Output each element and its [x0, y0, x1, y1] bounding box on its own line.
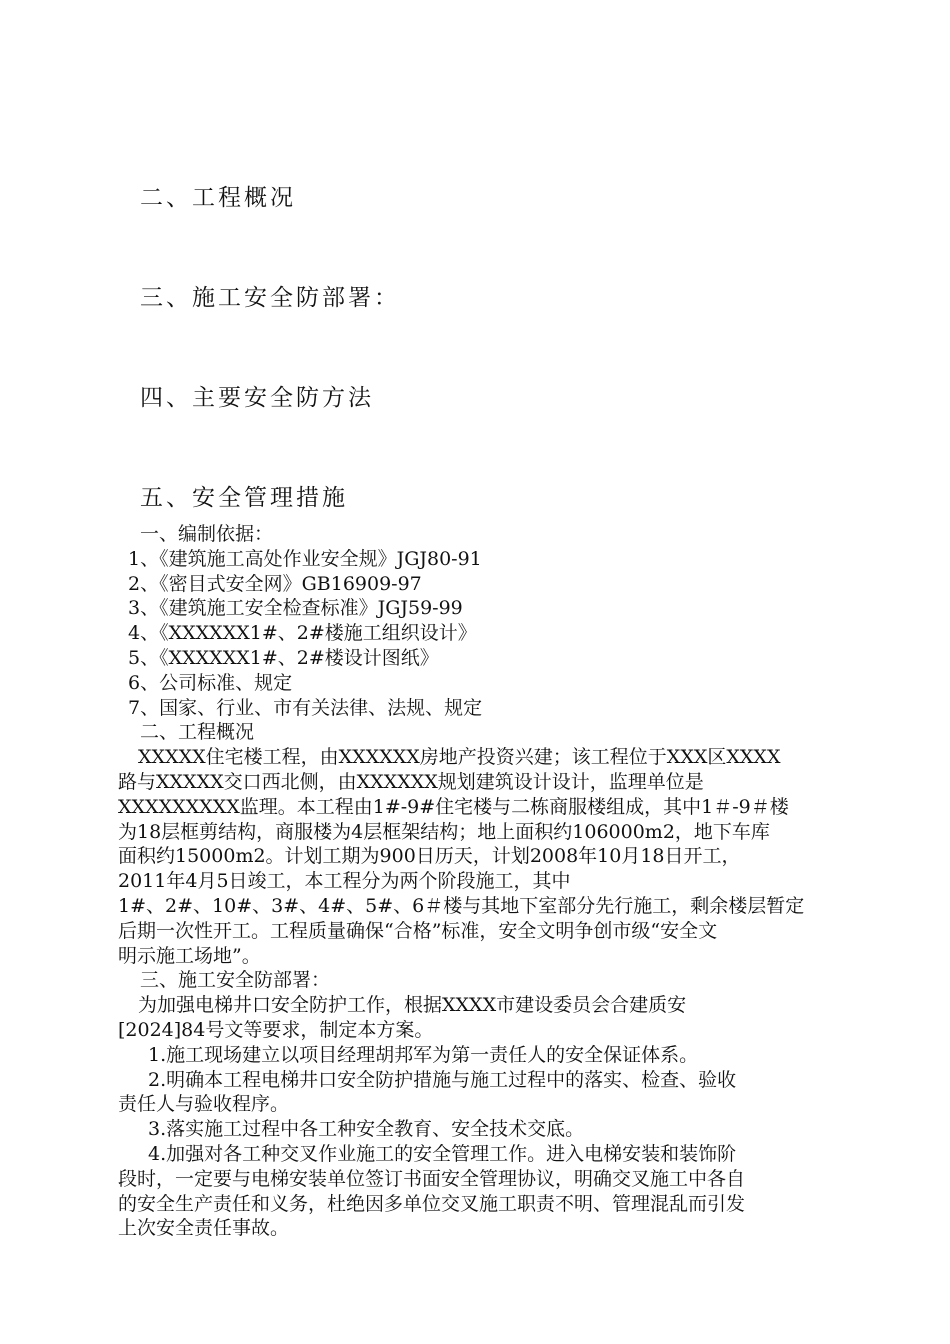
overview-line: 面积约15000m2。计划工期为900日历天，计划2008年10月18日开工，: [118, 845, 741, 868]
deployment-item: 3.落实施工过程中各工种安全教育、安全技术交底。: [148, 1118, 585, 1141]
basis-item: 7、国家、行业、市有关法律、法规、规定: [128, 696, 483, 719]
basis-item: 3、《建筑施工安全检查标准》JGJ59-99: [128, 597, 463, 620]
basis-item: 1、《建筑施工高处作业安全规》JGJ80-91: [128, 547, 482, 570]
toc-heading-management-measures: 五、安全管理措施: [140, 485, 348, 511]
deployment-item-continuation: 上次安全责任事故。: [118, 1217, 290, 1240]
toc-heading-safety-deployment: 三、施工安全防部署：: [140, 285, 400, 311]
basis-item: 4、《XXXXXX1#、2#楼施工组织设计》: [128, 622, 477, 645]
overview-line: 明示施工场地”。: [118, 944, 261, 967]
body-text: [118, 522, 840, 1241]
overview-line: XXXXX住宅楼工程，由XXXXXX房地产投资兴建；该工程位于XXX区XXXX: [138, 746, 781, 769]
section-title-deployment: 三、施工安全防部署：: [140, 969, 331, 992]
toc-heading-overview: 二、工程概况: [140, 185, 296, 211]
section-title-overview: 二、工程概况: [140, 721, 255, 744]
deployment-intro-line: 为加强电梯井口安全防护工作，根据XXXX市建设委员会合建质安: [138, 994, 687, 1017]
deployment-item-continuation: 段时，一定要与电梯安装单位签订书面安全管理协议，明确交叉施工中各自: [118, 1167, 746, 1190]
overview-line: 2011年4月5日竣工，本工程分为两个阶段施工，其中: [118, 870, 571, 893]
overview-line: 1#、2#、10#、3#、4#、5#、6＃楼与其地下室部分先行施工，剩余楼层暂定: [118, 894, 805, 917]
deployment-item: 1.施工现场建立以项目经理胡邦军为第一责任人的安全保证体系。: [148, 1043, 699, 1066]
deployment-intro-line: [2024]84号文等要求，制定本方案。: [118, 1018, 434, 1041]
deployment-item: 4.加强对各工种交叉作业施工的安全管理工作。进入电梯安装和装饰阶: [148, 1142, 737, 1165]
basis-item: 5、《XXXXXX1#、2#楼设计图纸》: [128, 646, 439, 669]
deployment-item-continuation: 的安全生产责任和义务，杜绝因多单位交叉施工职责不明、管理混乱而引发: [118, 1192, 746, 1215]
overview-line: 路与XXXXX交口西北侧，由XXXXXX规划建筑设计设计，监理单位是: [118, 770, 704, 793]
overview-line: XXXXXXXXX监理。本工程由1#-9#住宅楼与二栋商服楼组成，其中1＃-9＃楼: [118, 795, 789, 818]
deployment-item: 2.明确本工程电梯井口安全防护措施与施工过程中的落实、检查、验收: [148, 1068, 737, 1091]
overview-line: 为18层框剪结构，商服楼为4层框架结构；地上面积约106000m2，地下车库: [118, 820, 770, 843]
basis-item: 6、公司标准、规定: [128, 671, 293, 694]
overview-line: 后期一次性开工。工程质量确保“合格”标准，安全文明争创市级“安全文: [118, 919, 718, 942]
deployment-item-continuation: 责任人与验收程序。: [118, 1093, 290, 1116]
basis-item: 2、《密目式安全网》GB16909-97: [128, 572, 422, 595]
toc-heading-safety-methods: 四、主要安全防方法: [140, 385, 374, 411]
section-title-basis: 一、编制依据：: [140, 523, 274, 545]
